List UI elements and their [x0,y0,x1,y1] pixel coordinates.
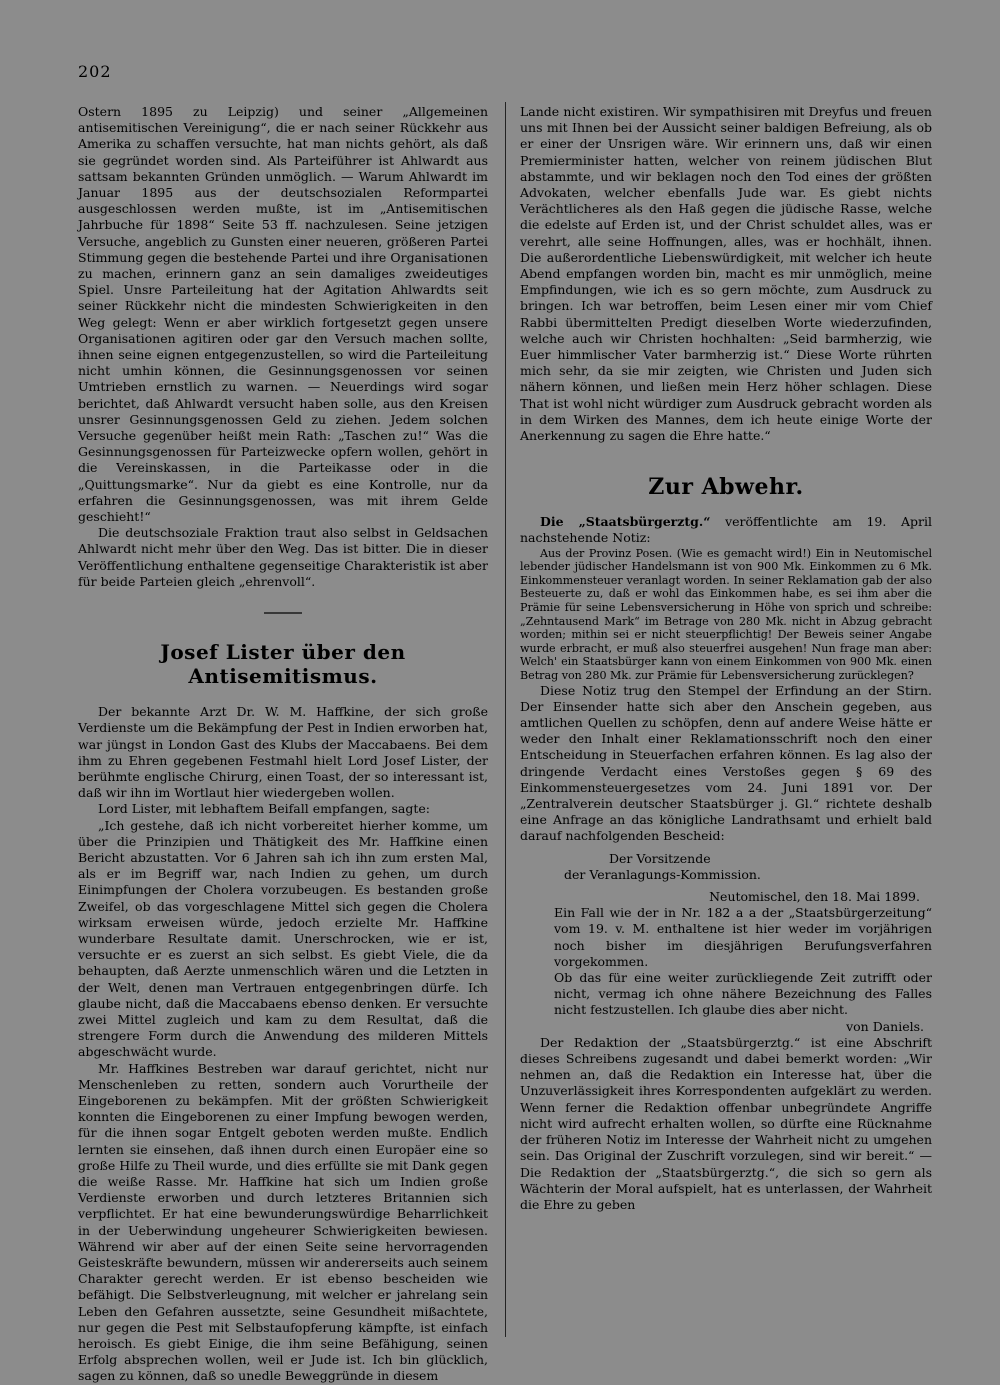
lister-intro-paragraph: Der bekannte Arzt Dr. W. M. Haffkine, der sich große Verdienste um die Bekämpfung der Pest in Indien erworben hat, war jüngst in London Gast des Klubs der Maccabaens. Bei dem ihm zu Ehren gegebenen Festmahl hielt Lord Josef Lister, der berühmte englische Chirurg, einen Toast, der so interessant ist, daß wir ihn im Wortlaut hier wiedergeben wollen. [78,704,488,801]
closing-paragraph: Der Redaktion der „Staatsbürgerztg.“ ist eine Abschrift dieses Schreibens zugesandt und dabei bemerkt worden: „Wir nehmen an, daß die Redaktion ein Interesse hat, über die Unzuverlässigkeit ihres Korrespondenten aufgeklärt zu werden. Wenn ferner die Redaktion offenbar unbegründete Angriffe nicht wird aufrecht erhalten wollen, so dürfte eine Rücknahme der früheren Notiz im Interesse der Wahrheit nicht zu umgehen sein. Das Original der Zuschrift vorzulegen, sind wir bereit.“ — Die Redaktion der „Staatsbürgerztg.“, die sich so gern als Wächterin der Moral aufspielt, hat es unterlassen, der Wahrheit die Ehre zu geben [520,1034,932,1212]
notice-comment-paragraph: Diese Notiz trug den Stempel der Erfindung an der Stirn. Der Einsender hatte sich aber den Anschein gegeben, aus amtlichen Quellen zu schöpfen, denn auf andere Weise hätte er weder den Inhalt einer Reklamationsschrift noch den einer Entscheidung in Steuerfachen erfahren können. Es lag also der dringende Verdacht eines Verstoßes gegen § 69 des Einkommensteuergesetzes vom 24. Juni 1891 vor. Der „Zentralverein deutscher Staatsbürger j. Gl.“ richtete deshalb eine Anfrage an das königliche Landrathsamt und erhielt bald darauf nachfolgenden Bescheid: [520,682,932,844]
letter-place-date: Neutomischel, den 18. Mai 1899. [709,889,920,905]
right-column [520,104,932,1213]
letter-body-1: Ein Fall wie der in Nr. 182 a a der „Staatsbürgerzeitung“ vom 19. v. M. enthaltene ist hier weder im vorjährigen noch bisher im diesjährigen Berufungsverfahren vorgekommen. [554,905,932,969]
lister-speech-paragraph-2: Mr. Haffkines Bestreben war darauf gerichtet, nicht nur Menschenleben zu retten, sondern auch Vorurtheile der Eingeborenen zu bekämpfen. Mit der größten Schwierigkeit konnten die Eingeborenen zu einer Impfung bewogen werden, für die ihnen sogar Entgelt geboten werden mußte. Endlich lernten sie einsehen, daß ihnen durch einen Europäer eine so große Hilfe zu Theil wurde, und dies erfüllte sie mit Dank gegen die weiße Rasse. Mr. Haffkine hat sich um Indien große Verdienste erworben und durch letzteres Britannien sich verpflichtet. Er hat eine bewunderungswürdige Beharrlichkeit in der Ueberwindung ungeheurer Schwierigkeiten bewiesen. Während wir aber auf der einen Seite seine hervorragenden Geisteskräfte bewundern, müssen wir andererseits auch seinem Charakter gerecht werden. Er ist ebenso bescheiden wie befähigt. Die Selbstverleugnung, mit welcher er jahrelang sein Leben den Gefahren aussetzte, seine Gesundheit mißachtete, nur gegen die Pest mit Selbstaufopferung kämpfte, ist einfach heroisch. Es giebt Einige, die ihm seine Befähigung, seinen Erfolg absprechen wollen, weil er Jude ist. Ich bin glücklich, sagen zu können, daß so unedle Beweggründe in diesem [78,1060,488,1384]
letter-sender-line-2: der Veranlagungs-Kommission. [564,866,761,882]
page-number: 202 [78,62,112,81]
section-title-zur-abwehr: Zur Abwehr. [648,474,804,501]
section-title-lister: Josef Lister über den Antisemitismus. [160,640,406,689]
zeitung-name: Die „Staatsbürgerztg.“ [540,514,711,530]
zeitung-lead-text: veröffentlichte am 19. April nachstehende Notiz: [520,514,932,546]
lister-applause-paragraph: Lord Lister, mit lebhaftem Beifall empfangen, sagte: [98,801,430,817]
zeitung-lead-paragraph [520,514,932,546]
quoted-notice: Aus der Provinz Posen. (Wie es gemacht wird!) Ein in Neutomischel lebender jüdischer Handelsmann ist von 900 Mk. Einkommen zu 6 Mk. Einkommensteuer veranlagt worden. In seiner Reklamation gab der also Besteuerte zu, daß er wohl das Einkommen habe, es sei ihm aber die Prämie für seine Lebensversicherung in Höhe von sprich und schreibe: „Zehntausend Mark“ im Betrage von 280 Mk. nicht in Abzug gebracht worden; mithin sei er nicht steuerpflichtig! Der Beweis seiner Angabe wurde erbracht, er muß also steuerfrei ausgehen! Nun frage man aber: Welch' ein Staatsbürger kann von einem Einkommen von 900 Mk. einen Betrag von 280 Mk. zur Prämie für Lebensversicherung zurücklegen? [520,546,932,683]
letter-body-2: Ob das für eine weiter zurückliegende Zeit zutrifft oder nicht, vermag ich ohne nähere Bezeichnung des Falles nicht festzustellen. Ich glaube dies aber nicht. [554,970,932,1018]
letter-signature: von Daniels. [846,1018,924,1034]
letter-sender [554,851,932,883]
letter-sender-line-1: Der Vorsitzende [609,850,711,866]
lister-continuation-paragraph: Lande nicht existiren. Wir sympathisiren mit Dreyfus und freuen uns mit Ihnen bei der Aussicht seiner baldigen Befreiung, als ob er einer der Unsrigen wäre. Wir erinnern uns, daß wir einen Premierminister hatten, welcher von reinem jüdischen Blut abstammte, und wir beklagen noch den Tod eines der größten Advokaten, welcher ebenfalls Jude war. Es giebt nichts Verächtlicheres als den Haß gegen die jüdische Rasse, welche die edelste auf Erden ist, und der Christ schuldet alles, was er verehrt, alle seine Hoffnungen, alles, was er hochhält, ihnen. Die außerordentliche Liebenswürdigkeit, mit welcher ich heute Abend empfangen worden bin, macht es mir unmöglich, meine Empfindungen, wie ich es so gern möchte, zum Ausdruck zu bringen. Ich war betroffen, beim Lesen einer mir vom Chief Rabbi übermittelten Predigt dieselben Worte wiederzufinden, welche auch wir Christen hochhalten: „Seid barmherzig, wie Euer himmlischer Vater barmherzig ist.“ Diese Worte rührten mich sehr, da sie mir zeigten, wie Christen und Juden sich nähern können, und ließen mein Herz höher schlagen. Diese That ist wohl nicht würdiger zum Ausdruck gebracht worden als in dem Wirken des Mannes, dem ich heute einige Worte der Anerkennung zu sagen die Ehre hatte.“ [520,104,932,444]
intro-paragraph: Ostern 1895 zu Leipzig) und seiner „Allgemeinen antisemitischen Vereinigung“, die er nach seiner Rückkehr aus Amerika zu schaffen versuchte, hat man nichts gehört, als daß sie gegründet worden sind. Als Parteiführer ist Ahlwardt aus sattsam bekannten Gründen unmöglich. — Warum Ahlwardt im Januar 1895 aus der deutschsozialen Reformpartei ausgeschlossen werden mußte, ist im „Antisemitischen Jahrbuche für 1898“ Seite 53 ff. nachzulesen. Seine jetzigen Versuche, angeblich zu Gunsten einer neueren, größeren Partei Stimmung gegen die bestehende Partei und ihre Organisationen zu machen, erinnern ganz an sein damaliges zweideutiges Spiel. Unsre Parteileitung hat der Agitation Ahlwardts seit seiner Rückkehr nicht die mindesten Schwierigkeiten in den Weg gelegt: Wenn er aber wirklich fortgesetzt gegen unsere Organisationen agitiren oder gar den Versuch machen sollte, ihnen seine eignen entgegenzustellen, so wird die Parteileitung nicht umhin können, die Gesinnungsgenossen vor seinen Umtrieben ernstlich zu warnen. — Neuerdings wird sogar berichtet, daß Ahlwardt versucht haben solle, aus den Kreisen unsrer Gesinnungsgenossen Geld zu ziehen. Jedem solchen Versuche gegenüber heißt mein Rath: „Taschen zu!“ Was die Gesinnungsgenossen für Parteizwecke opfern wollen, gehört in die Vereinskassen, in die Parteikasse oder in die „Quittungsmarke“. Nur da giebt es eine Kontrolle, nur da erfahren die Gesinnungsgenossen, was mit ihrem Gelde geschieht!“ [78,104,488,525]
left-column [78,104,488,1385]
official-letter [554,851,932,1035]
column-divider [505,102,506,1337]
lister-speech-paragraph-1: „Ich gestehe, daß ich nicht vorbereitet hierher komme, um über die Prinzipien und Thätigkeit des Mr. Haffkine einen Bericht abzustatten. Vor 6 Jahren sah ich ihn zum ersten Mal, als er im Begriff war, nach Indien zu gehen, um durch Einimpfungen der Cholera vorzubeugen. Es bestanden große Zweifel, ob das vorgeschlagene Mittel sich gegen die Cholera wirksam erweisen würde, jedoch erzielte Mr. Haffkine wunderbare Resultate damit. Unerschrocken, wie er ist, versuchte er es zuerst an sich selbst. Es giebt Viele, die da behaupten, daß Aerzte unmenschlich wären und die Letzten in der Welt, denen man Vertrauen entgegenbringen dürfe. Ich glaube nicht, daß die Maccabaens ebenso denken. Er versuchte zwei Mittel zugleich und kam zu dem Resultat, daß die strengere Form durch die Anwendung des milderen Mittels abgeschwächt wurde. [78,817,488,1060]
section-separator [264,612,302,614]
fraction-paragraph: Die deutschsoziale Fraktion traut also selbst in Geldsachen Ahlwardt nicht mehr über den Weg. Das ist bitter. Die in dieser Veröffentlichung enthaltene gegenseitige Charakteristik ist aber für beide Parteien gleich „ehrenvoll“. [78,525,488,589]
